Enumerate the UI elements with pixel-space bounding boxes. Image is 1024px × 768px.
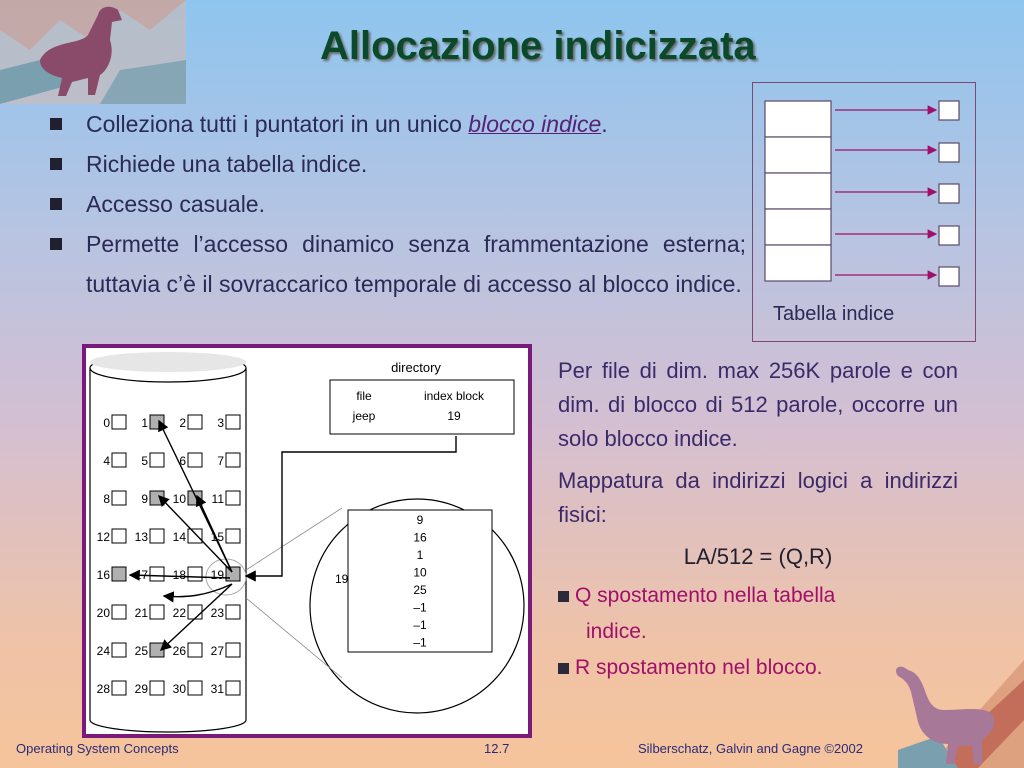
block-number: 23 xyxy=(210,606,224,620)
disk-block xyxy=(150,605,164,619)
footer-page-number: 12.7 xyxy=(484,741,510,756)
disk-block xyxy=(112,491,126,505)
disk-block xyxy=(150,453,164,467)
block-number: 17 xyxy=(134,568,148,582)
index-table-illustration xyxy=(752,82,976,342)
block-number: 1 xyxy=(141,416,148,430)
square-bullet-icon xyxy=(558,591,569,602)
disk-block xyxy=(112,529,126,543)
block-number: 3 xyxy=(217,416,224,430)
block-number: 8 xyxy=(103,492,110,506)
disk-block xyxy=(226,491,240,505)
square-bullet-icon xyxy=(50,158,62,170)
index-block-entry: 9 xyxy=(416,513,424,527)
bullet-list xyxy=(46,104,746,304)
block-number: 26 xyxy=(172,644,186,658)
disk-block xyxy=(112,453,126,467)
blocco-indice-emphasis: blocco indice xyxy=(468,111,602,137)
index-block-entry: –1 xyxy=(413,600,427,615)
block-number: 16 xyxy=(96,568,110,582)
block-number: 10 xyxy=(172,492,186,506)
disk-block xyxy=(226,453,240,467)
disk-block xyxy=(188,643,202,657)
block-number: 13 xyxy=(134,530,148,544)
q-offset-line-cont: indice. xyxy=(586,620,647,643)
bullet-item: Colleziona tutti i puntatori in un unico blocco indice. xyxy=(46,104,746,144)
block-number: 28 xyxy=(96,682,110,696)
directory-col-index: index block xyxy=(423,389,485,403)
block-number: 9 xyxy=(141,492,148,506)
square-bullet-icon xyxy=(50,198,62,210)
block-number: 25 xyxy=(134,644,148,658)
disk-block xyxy=(150,567,164,581)
block-number: 14 xyxy=(172,530,186,544)
bullet-item: Accesso casuale. xyxy=(46,184,746,224)
dinosaur-decoration-top-left xyxy=(0,0,186,104)
block-number: 7 xyxy=(217,454,224,468)
index-block-entry: 16 xyxy=(413,530,427,545)
block-number: 5 xyxy=(141,454,148,468)
directory-entry-index: 19 xyxy=(447,409,461,423)
block-number: 15 xyxy=(210,530,224,544)
r-offset-line: R spostamento nel blocco. xyxy=(558,650,958,686)
dinosaur-decoration-bottom-right xyxy=(888,640,1024,768)
footer-course: Operating System Concepts xyxy=(16,741,179,756)
right-explanation xyxy=(558,354,958,686)
block-number: 22 xyxy=(172,606,186,620)
index-table-label: Tabella indice xyxy=(773,303,895,325)
block-number: 12 xyxy=(96,530,110,544)
disk-block xyxy=(188,453,202,467)
disk-block xyxy=(188,567,202,581)
bullet-item: Richiede una tabella indice. xyxy=(46,144,746,184)
directory-entry-file: jeep xyxy=(352,409,376,423)
disk-block xyxy=(188,415,202,429)
block-number: 4 xyxy=(103,454,110,468)
block-number: 6 xyxy=(179,454,186,468)
block-number: 30 xyxy=(172,682,186,696)
index-block-entry: 10 xyxy=(413,565,427,580)
disk-block xyxy=(226,529,240,543)
directory-title: directory xyxy=(391,360,441,375)
indexed-allocation-diagram xyxy=(82,344,532,738)
block-number: 0 xyxy=(103,416,110,430)
disk-block xyxy=(188,529,202,543)
disk-block xyxy=(226,567,240,581)
disk-block xyxy=(112,605,126,619)
mapping-formula: LA/512 = (Q,R) xyxy=(683,544,833,569)
mapping-paragraph: Mappatura da indirizzi logici a indirizzi fisici: xyxy=(558,468,958,527)
q-offset-line: Q spostamento nella tabella xyxy=(558,578,958,614)
square-bullet-icon xyxy=(50,118,62,130)
index-block-entry: 25 xyxy=(413,583,427,597)
disk-block xyxy=(112,415,126,429)
block-number: 20 xyxy=(96,606,110,620)
disk-block xyxy=(226,605,240,619)
disk-block xyxy=(226,643,240,657)
disk-block xyxy=(226,681,240,695)
block-number: 19 xyxy=(210,568,224,582)
index-block-entry: –1 xyxy=(413,635,427,650)
disk-block xyxy=(150,681,164,695)
block-number: 2 xyxy=(179,416,186,430)
block-number: 29 xyxy=(134,682,148,696)
disk-block xyxy=(112,567,126,581)
disk-block xyxy=(150,529,164,543)
zoom-circle-label: 19 xyxy=(335,572,349,586)
square-bullet-icon xyxy=(50,238,62,250)
block-number: 24 xyxy=(96,644,110,658)
block-number: 18 xyxy=(172,568,186,582)
index-table-diagram xyxy=(753,83,975,303)
disk-block xyxy=(150,491,164,505)
block-number: 31 xyxy=(210,682,224,696)
block-number: 21 xyxy=(134,606,148,620)
slide-title: Allocazione indicizzata xyxy=(320,24,756,68)
disk-block xyxy=(188,605,202,619)
block-number: 11 xyxy=(211,492,224,506)
disk-block xyxy=(112,643,126,657)
square-bullet-icon xyxy=(558,663,569,674)
disk-block xyxy=(188,681,202,695)
footer-authors: Silberschatz, Galvin and Gagne ©2002 xyxy=(638,741,863,756)
disk-block xyxy=(112,681,126,695)
block-number: 27 xyxy=(210,644,224,658)
bullet-item: Permette l’accesso dinamico senza frammentazione esterna; tuttavia c’è il sovraccarico temporale di accesso al blocco indice. xyxy=(46,224,746,304)
disk-diagram-svg xyxy=(86,348,528,734)
max-size-paragraph: Per file di dim. max 256K parole e con dim. di blocco di 512 parole, occorre un solo blocco indice. xyxy=(558,358,958,451)
directory-col-file: file xyxy=(356,389,372,403)
index-block-entry: 1 xyxy=(416,548,424,562)
index-block-entry: –1 xyxy=(413,618,427,632)
disk-block xyxy=(226,415,240,429)
